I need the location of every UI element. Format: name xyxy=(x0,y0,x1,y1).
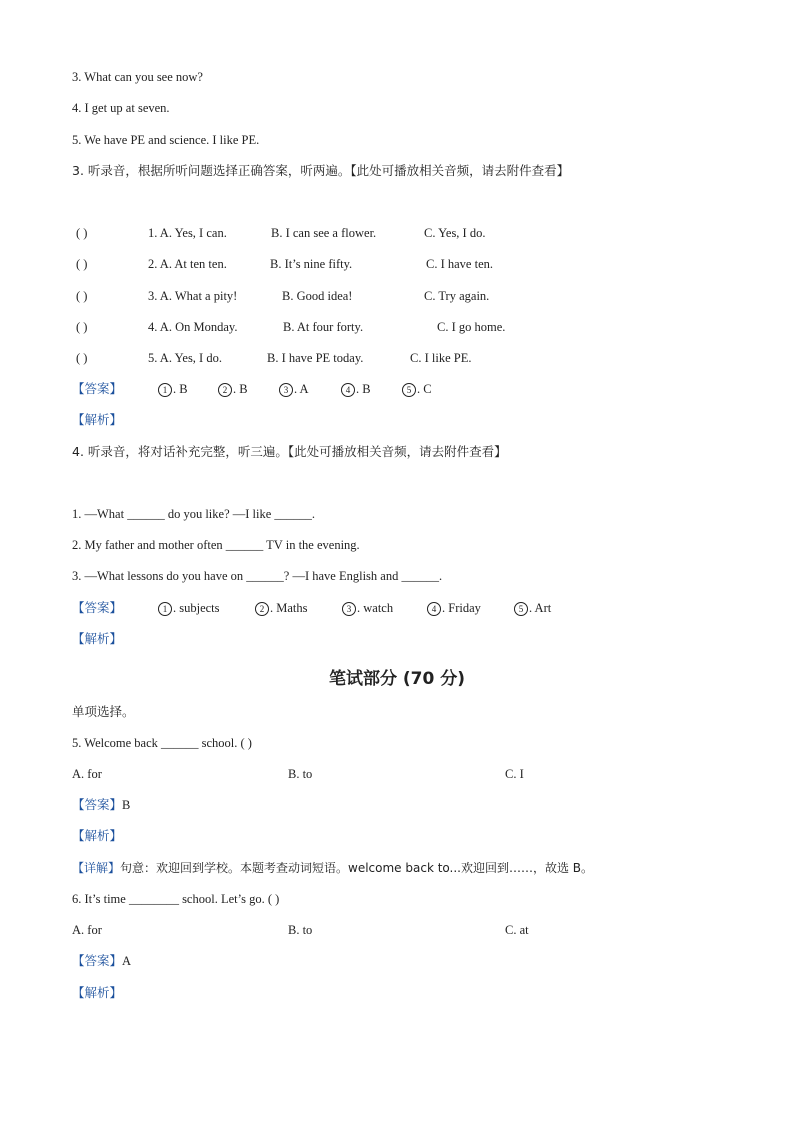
circled-number: 5 xyxy=(402,383,416,397)
answer-paren: ( ) xyxy=(76,351,88,365)
option-a: 1. A. Yes, I can. xyxy=(148,226,227,240)
answer-item: 2 . B xyxy=(218,381,248,397)
analysis-label: 【解析】 xyxy=(72,631,123,646)
circled-number: 2 xyxy=(218,383,232,397)
option-b: B. to xyxy=(288,767,313,781)
analysis-label: 【解析】 xyxy=(72,985,123,1000)
answer-item: 5 . Art xyxy=(514,600,551,616)
circled-number: 5 xyxy=(514,602,528,616)
listen2-q3: 3. What can you see now? xyxy=(72,70,203,84)
analysis-label: 【解析】 xyxy=(72,412,123,427)
circled-number: 1 xyxy=(158,602,172,616)
answer-paren: ( ) xyxy=(76,320,88,334)
question-5-stem: 5. Welcome back ______ school. ( ) xyxy=(72,736,252,750)
section-title: 笔试部分 (70 分) xyxy=(328,669,466,689)
answer-label: 【答案】 xyxy=(72,381,123,396)
option-c: C. I like PE. xyxy=(410,351,472,365)
circled-number: 4 xyxy=(427,602,441,616)
circled-number: 2 xyxy=(255,602,269,616)
answer-label: 【答案】 xyxy=(72,953,123,968)
answer-label: 【答案】 xyxy=(72,600,123,615)
option-c: C. I have ten. xyxy=(426,257,493,271)
written-intro: 单项选择。 xyxy=(72,704,135,719)
answer-item: 1 . B xyxy=(158,381,188,397)
answer-paren: ( ) xyxy=(76,289,88,303)
circled-number: 3 xyxy=(279,383,293,397)
option-a: A. for xyxy=(72,767,102,781)
answer-item: 2 . Maths xyxy=(255,600,308,616)
option-b: B. Good idea! xyxy=(282,289,353,303)
listen2-q4: 4. I get up at seven. xyxy=(72,101,170,115)
option-b: B. to xyxy=(288,923,313,937)
answer-paren: ( ) xyxy=(76,226,88,240)
answer-item: 3 . A xyxy=(279,381,309,397)
option-a: A. for xyxy=(72,923,102,937)
option-c: C. at xyxy=(505,923,529,937)
option-a: 2. A. At ten ten. xyxy=(148,257,227,271)
option-c: C. Try again. xyxy=(424,289,490,303)
option-a: 4. A. On Monday. xyxy=(148,320,238,334)
question-6-stem: 6. It’s time ________ school. Let’s go. ( ) xyxy=(72,892,280,906)
option-c: C. I xyxy=(505,767,524,781)
option-c: C. I go home. xyxy=(437,320,506,334)
option-a: 5. A. Yes, I do. xyxy=(148,351,222,365)
section3-heading: 3. 听录音，根据所听问题选择正确答案，听两遍。【此处可播放相关音频，请去附件查看】 xyxy=(72,163,570,178)
circled-number: 1 xyxy=(158,383,172,397)
option-b: B. I have PE today. xyxy=(267,351,364,365)
answer-value: B xyxy=(122,798,131,812)
answer-label: 【答案】 xyxy=(72,797,123,812)
fill-sentence-3: 3. —What lessons do you have on ______? —I have English and ______. xyxy=(72,569,443,583)
detail-line xyxy=(72,860,593,876)
answer-line xyxy=(72,953,131,969)
answer-item: 4 . B xyxy=(341,381,371,397)
answer-item: 4 . Friday xyxy=(427,600,481,616)
answer-item: 1 . subjects xyxy=(158,600,220,616)
answer-item: 3 . watch xyxy=(342,600,393,616)
detail-label: 【详解】 xyxy=(72,861,121,875)
section4-heading: 4. 听录音，将对话补充完整，听三遍。【此处可播放相关音频，请去附件查看】 xyxy=(72,444,507,459)
circled-number: 3 xyxy=(342,602,356,616)
fill-sentence-2: 2. My father and mother often ______ TV in the evening. xyxy=(72,538,360,552)
detail-text: 句意：欢迎回到学校。本题考查动词短语。welcome back to...欢迎回到……，故选 B。 xyxy=(120,861,594,875)
listen2-q5: 5. We have PE and science. I like PE. xyxy=(72,133,260,147)
option-b: B. It’s nine fifty. xyxy=(270,257,353,271)
option-b: B. At four forty. xyxy=(283,320,364,334)
option-b: B. I can see a flower. xyxy=(271,226,377,240)
answer-item: 5 . C xyxy=(402,381,432,397)
analysis-label: 【解析】 xyxy=(72,828,123,843)
option-c: C. Yes, I do. xyxy=(424,226,486,240)
answer-line xyxy=(72,797,130,813)
circled-number: 4 xyxy=(341,383,355,397)
answer-paren: ( ) xyxy=(76,257,88,271)
option-a: 3. A. What a pity! xyxy=(148,289,238,303)
fill-sentence-1: 1. —What ______ do you like? —I like ______. xyxy=(72,507,316,521)
answer-value: A xyxy=(122,954,132,968)
